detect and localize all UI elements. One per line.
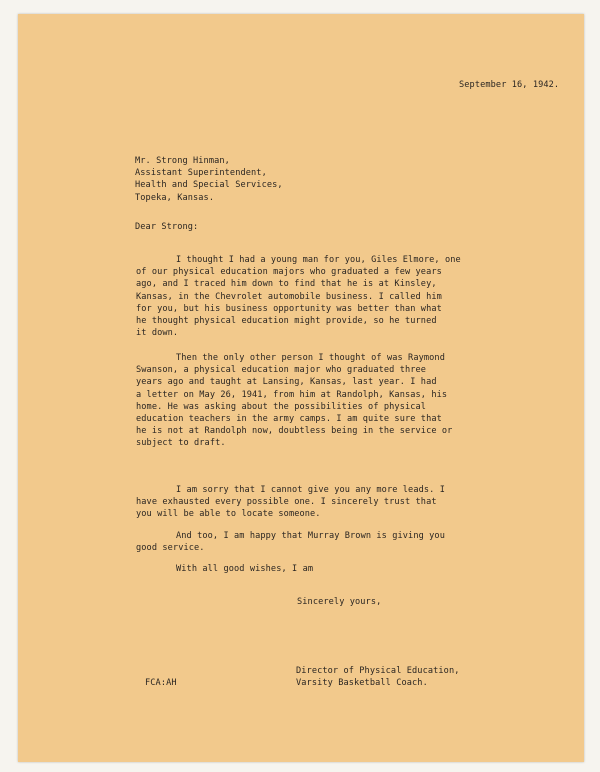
paragraph-line: a letter on May 26, 1941, from him at Randolph, Kansas, his [136, 389, 448, 400]
paragraph-line: good service. [136, 543, 205, 554]
closing-wish: With all good wishes, I am [176, 564, 314, 574]
paragraph-line: it down. [136, 328, 179, 339]
salutation: Dear Strong: [135, 222, 199, 232]
recipient-line: Topeka, Kansas. [135, 192, 215, 203]
paragraph-line: he is not at Randolph now, doubtless being in the service or [136, 426, 453, 437]
paragraph-line: Swanson, a physical education major who graduated three [136, 365, 427, 376]
paragraph-line: subject to draft. [136, 438, 226, 449]
paragraph-2 [136, 352, 452, 450]
letter-page [18, 14, 584, 762]
paragraph-line: And too, I am happy that Murray Brown is giving you [176, 531, 445, 541]
paragraph-4 [136, 530, 445, 554]
paragraph-line: I am sorry that I cannot give you any more leads. I [176, 485, 445, 495]
paragraph-line: ago, and I traced him down to find that he is at Kinsley, [136, 279, 437, 290]
paragraph-line: he thought physical education might provide, so he turned [136, 316, 437, 327]
paragraph-line: Kansas, in the Chevrolet automobile business. I called him [136, 291, 442, 302]
signature-line: Director of Physical Education, [296, 666, 460, 676]
paragraph-line: you will be able to locate someone. [136, 509, 321, 520]
closing: Sincerely yours, [297, 597, 382, 607]
paragraph-line: education teachers in the army camps. I am quite sure that [136, 414, 442, 425]
paragraph-line: home. He was asking about the possibilities of physical [136, 401, 427, 412]
paragraph-line: I thought I had a young man for you, Giles Elmore, one [176, 255, 461, 265]
paragraph-line: have exhausted every possible one. I sincerely trust that [136, 497, 437, 508]
paragraph-line: for you, but his business opportunity was better than what [136, 303, 442, 314]
recipient-address [135, 155, 283, 204]
paragraph-line: Then the only other person I thought of was Raymond [176, 353, 445, 363]
letter-date: September 16, 1942. [459, 80, 560, 90]
signature-line: Varsity Basketball Coach. [296, 678, 428, 689]
paragraph-line: years ago and taught at Lansing, Kansas, last year. I had [136, 377, 437, 388]
recipient-line: Assistant Superintendent, [135, 168, 267, 179]
paragraph-line: of our physical education majors who graduated a few years [136, 267, 442, 278]
paragraph-1 [136, 254, 461, 339]
paragraph-3 [136, 484, 445, 521]
signature-block [296, 665, 460, 689]
recipient-line: Health and Special Services, [135, 180, 283, 191]
typist-initials: FCA:AH [145, 678, 177, 688]
recipient-line: Mr. Strong Hinman, [135, 156, 230, 166]
